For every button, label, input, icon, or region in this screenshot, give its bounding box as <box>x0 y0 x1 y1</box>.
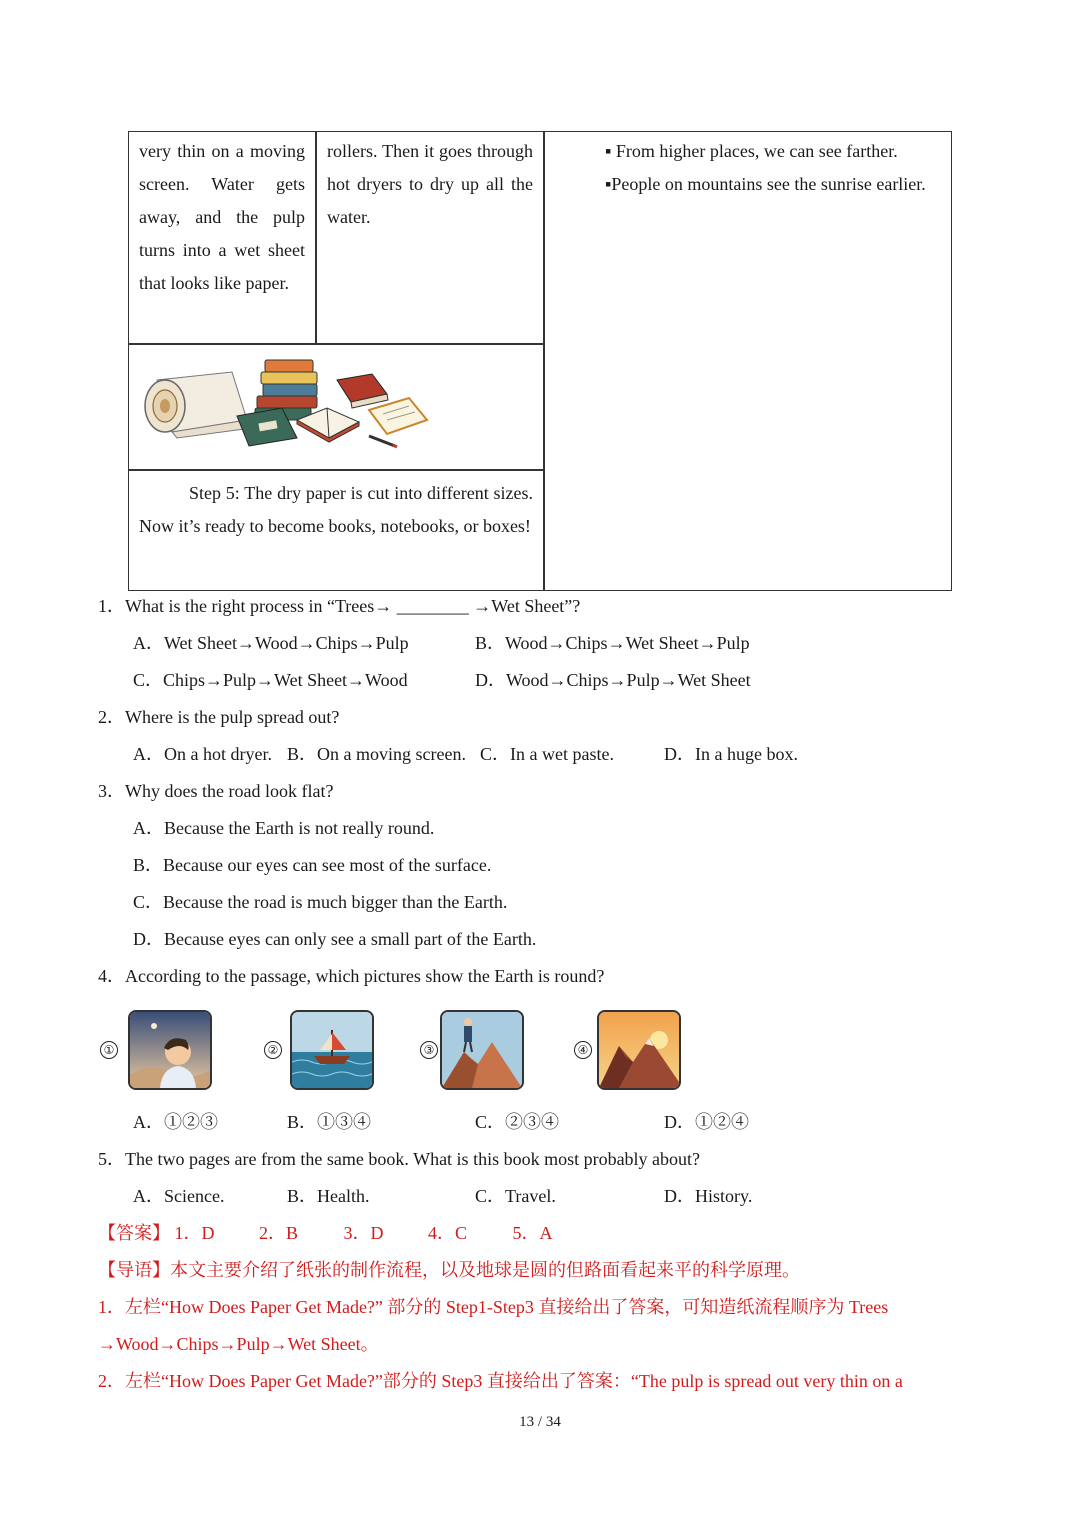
guide-text: 【导语】本文主要介绍了纸张的制作流程，以及地球是圆的但路面看起来平的科学原理。 <box>98 1260 800 1280</box>
table-divider-2 <box>543 132 545 590</box>
q5-option-c: C．Travel. <box>475 1186 556 1206</box>
paper-roll-icon <box>145 372 252 438</box>
ship-at-sea-icon <box>292 1012 372 1088</box>
answer-4: 4．C <box>428 1223 468 1243</box>
page-number: 13 / 34 <box>519 1414 561 1430</box>
cell-paper-step3-text: very thin on a moving screen. Water gets away, and the pulp turns into a wet sheet that looks like paper. <box>139 141 305 293</box>
q4-option-d: D．①②④ <box>664 1112 749 1132</box>
q3-option-b: B．Because our eyes can see most of the surface. <box>133 855 492 875</box>
picture-label-3: ③ <box>420 1041 438 1059</box>
red-book-icon <box>337 374 388 408</box>
answer-label: 【答案】 <box>98 1223 170 1243</box>
explanation-2-line-1: 2．左栏“How Does Paper Get Made?”部分的 Step3 直接给出了答案：“The pulp is spread out very thin on a <box>98 1371 903 1391</box>
table-divider-3 <box>129 343 544 345</box>
q3-option-d: D．Because eyes can only see a small part of the Earth. <box>133 929 537 949</box>
cell-paper-step5 <box>139 477 533 543</box>
cell-earth-facts <box>555 135 941 201</box>
q2-option-c: C．In a wet paste. <box>480 744 614 764</box>
question-4: 4．According to the passage, which pictures show the Earth is round? <box>98 966 605 986</box>
cell-paper-step3 <box>139 135 305 300</box>
q1-option-b: B．Wood→Chips→Wet Sheet→Pulp <box>475 633 750 653</box>
book-stack-icon <box>237 360 317 446</box>
answer-5: 5．A <box>512 1223 553 1243</box>
question-1: 1．What is the right process in “Trees→ ________ →Wet Sheet”? <box>98 596 581 616</box>
q4-option-b: B．①③④ <box>287 1112 372 1132</box>
paper-products-illustration <box>137 350 437 462</box>
picture-1-boy-looking-up <box>128 1010 212 1090</box>
picture-label-2: ② <box>264 1041 282 1059</box>
q2-option-b: B．On a moving screen. <box>287 744 466 764</box>
answer-key <box>98 1221 553 1245</box>
table-divider-4 <box>129 469 544 471</box>
question-5: 5．The two pages are from the same book. What is this book most probably about? <box>98 1149 701 1169</box>
sunrise-mountains-icon <box>599 1012 679 1088</box>
cell-paper-step4 <box>327 135 533 234</box>
answer-3: 3．D <box>343 1223 384 1243</box>
content-table <box>128 131 952 591</box>
q5-option-b: B．Health. <box>287 1186 370 1206</box>
q5-option-a: A．Science. <box>133 1186 225 1206</box>
picture-label-1: ① <box>100 1041 118 1059</box>
answer-2: 2．B <box>259 1223 299 1243</box>
picture-3-climber-on-mountain <box>440 1010 524 1090</box>
q3-option-a: A．Because the Earth is not really round. <box>133 818 435 838</box>
explanation-1-line-1: 1．左栏“How Does Paper Get Made?” 部分的 Step1-Step3 直接给出了答案，可知造纸流程顺序为 Trees <box>98 1297 889 1317</box>
fact-sunrise: ▪People on mountains see the sunrise earlier. <box>605 174 926 194</box>
q1-option-d: D．Wood→Chips→Pulp→Wet Sheet <box>475 670 751 690</box>
fact-farther: ▪ From higher places, we can see farther. <box>605 141 898 161</box>
climber-on-mountain-icon <box>442 1012 522 1088</box>
picture-2-ship-at-sea <box>290 1010 374 1090</box>
question-2: 2．Where is the pulp spread out? <box>98 707 340 727</box>
q2-option-a: A．On a hot dryer. <box>133 744 272 764</box>
explanation-1-line-2: →Wood→Chips→Pulp→Wet Sheet。 <box>98 1334 379 1354</box>
q3-option-c: C．Because the road is much bigger than the Earth. <box>133 892 508 912</box>
question-3: 3．Why does the road look flat? <box>98 781 334 801</box>
table-divider-1 <box>315 132 317 343</box>
q2-option-d: D．In a huge box. <box>664 744 798 764</box>
picture-4-sunrise-over-mountains <box>597 1010 681 1090</box>
q4-option-c: C．②③④ <box>475 1112 560 1132</box>
picture-label-4: ④ <box>574 1041 592 1059</box>
q5-option-d: D．History. <box>664 1186 753 1206</box>
q1-option-c: C．Chips→Pulp→Wet Sheet→Wood <box>133 670 408 690</box>
notepad-pen-icon <box>369 398 427 447</box>
cell-paper-step5-text: Step 5: The dry paper is cut into different sizes. Now it’s ready to become books, notebooks, or boxes! <box>139 483 533 536</box>
q1-option-a: A．Wet Sheet→Wood→Chips→Pulp <box>133 633 409 653</box>
boy-looking-up-icon <box>130 1012 210 1088</box>
q4-option-a: A．①②③ <box>133 1112 218 1132</box>
cell-paper-step4-text: rollers. Then it goes through hot dryers to dry up all the water. <box>327 141 533 227</box>
answer-1: 1．D <box>174 1223 215 1243</box>
